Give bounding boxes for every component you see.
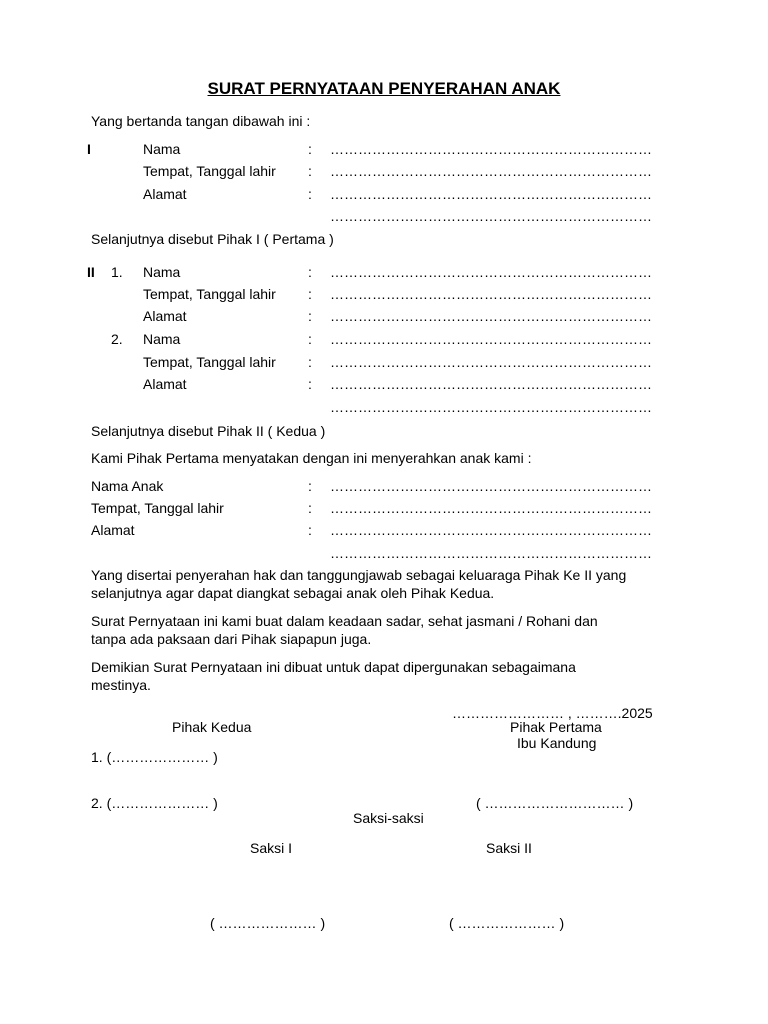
party-1-address-field-2[interactable]: …………………………………………………………… [330,208,652,224]
paragraph-line: Surat Pernyataan ini kami buat dalam keadaan sadar, sehat jasmani / Rohani dan [91,613,598,629]
party-2-numeral: II [87,264,95,280]
saksi-saksi-heading: Saksi-saksi [353,810,424,826]
party-2-2-name-field[interactable]: …………………………………………………………… [330,331,652,347]
paragraph-line: tanpa ada paksaan dari Pihak siapapun juga. [91,631,372,647]
child-name-field[interactable]: …………………………………………………………… [330,478,652,494]
colon: : [308,354,312,370]
party-1-address-label: Alamat [143,186,187,202]
child-address-field[interactable]: …………………………………………………………… [330,522,652,538]
document-title: SURAT PERNYATAAN PENYERAHAN ANAK [207,79,561,98]
party-2-item-2-number: 2. [111,331,123,347]
party-1-address-field[interactable]: …………………………………………………………… [330,186,652,202]
party-2-1-address-label: Alamat [143,308,187,324]
party-2-1-name-label: Nama [143,264,181,280]
paragraph-line: Demikian Surat Pernyataan ini dibuat untuk dapat dipergunakan sebagaimana [91,659,576,675]
colon: : [308,141,312,157]
party-1-ttl-label: Tempat, Tanggal lahir [143,163,276,179]
party-2-2-address-field-2[interactable]: …………………………………………………………… [330,399,652,415]
saksi-2-label: Saksi II [486,840,532,856]
child-name-label: Nama Anak [91,478,164,494]
colon: : [308,286,312,302]
colon: : [308,522,312,538]
party-2-1-address-field[interactable]: …………………………………………………………… [330,308,652,324]
colon: : [308,478,312,494]
party-2-1-name-field[interactable]: …………………………………………………………… [330,264,652,280]
colon: : [308,186,312,202]
pihak-pertama-label: Pihak Pertama [510,719,602,735]
pihak-kedua-signature-2[interactable]: 2. (………………… ) [91,795,218,811]
child-intro: Kami Pihak Pertama menyatakan dengan ini menyerahkan anak kami : [91,450,532,466]
paragraph-line: selanjutnya agar dapat diangkat sebagai anak oleh Pihak Kedua. [91,585,495,601]
pihak-kedua-signature-1[interactable]: 1. (………………… ) [91,749,218,765]
paragraph-line: mestinya. [91,677,151,693]
paragraph-consent [91,612,677,648]
colon: : [308,331,312,347]
party-2-item-1-number: 1. [111,264,123,280]
party-2-2-ttl-field[interactable]: …………………………………………………………… [330,354,652,370]
saksi-1-signature[interactable]: ( ………………… ) [210,915,326,931]
paragraph-line: Yang disertai penyerahan hak dan tanggungjawab sebagai keluaraga Pihak Ke II yang [91,567,627,583]
intro-text: Yang bertanda tangan dibawah ini : [91,113,311,129]
pihak-kedua-label: Pihak Kedua [172,719,252,735]
ibu-kandung-label: Ibu Kandung [517,735,597,751]
party-1-ttl-field[interactable]: …………………………………………………………… [330,163,652,179]
child-ttl-label: Tempat, Tanggal lahir [91,500,224,516]
child-address-field-2[interactable]: …………………………………………………………… [330,545,652,561]
party-1-designation: Selanjutnya disebut Pihak I ( Pertama ) [91,231,334,247]
party-2-designation: Selanjutnya disebut Pihak II ( Kedua ) [91,423,326,439]
date-field[interactable]: …………………… , ……….2025 [452,705,653,721]
party-2-1-ttl-field[interactable]: …………………………………………………………… [330,286,652,302]
paragraph-closing [91,658,677,694]
party-2-2-name-label: Nama [143,331,181,347]
colon: : [308,376,312,392]
party-2-1-ttl-label: Tempat, Tanggal lahir [143,286,276,302]
saksi-1-label: Saksi I [250,840,293,856]
party-1-name-field[interactable]: …………………………………………………………… [330,141,652,157]
child-ttl-field[interactable]: …………………………………………………………… [330,500,652,516]
colon: : [308,308,312,324]
colon: : [308,264,312,280]
party-2-2-address-field[interactable]: …………………………………………………………… [330,376,652,392]
party-2-2-ttl-label: Tempat, Tanggal lahir [143,354,276,370]
party-2-2-address-label: Alamat [143,376,187,392]
colon: : [308,500,312,516]
colon: : [308,163,312,179]
saksi-2-signature[interactable]: ( ………………… ) [449,915,565,931]
pihak-pertama-signature[interactable]: ( ………………………… ) [476,795,634,811]
party-1-name-label: Nama [143,141,181,157]
party-1-numeral: I [87,141,91,157]
paragraph-responsibility [91,566,677,602]
child-address-label: Alamat [91,522,135,538]
